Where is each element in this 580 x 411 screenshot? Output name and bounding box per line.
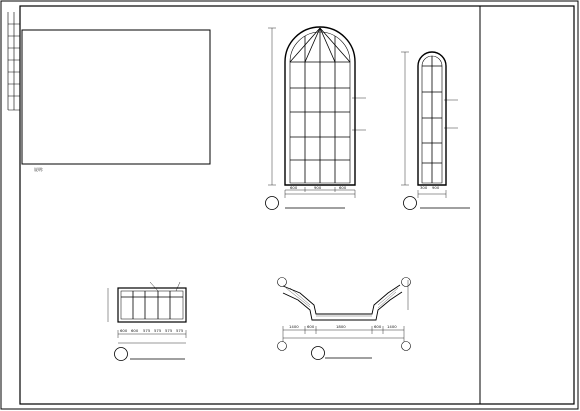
svg-text:600: 600 <box>307 324 315 329</box>
svg-text:575: 575 <box>143 328 151 333</box>
svg-text:说明:: 说明: <box>34 167 44 172</box>
svg-text:575: 575 <box>154 328 162 333</box>
svg-text:1400: 1400 <box>387 324 397 329</box>
svg-text:600: 600 <box>120 328 128 333</box>
inner-frame <box>20 6 574 404</box>
svg-text:600: 600 <box>131 328 139 333</box>
c6-window-detail <box>108 282 186 361</box>
door-window-table <box>22 30 210 164</box>
svg-text:575: 575 <box>176 328 184 333</box>
detail-4-plan <box>278 278 411 360</box>
svg-text:1400: 1400 <box>289 324 299 329</box>
svg-text:900: 900 <box>432 185 440 190</box>
svg-text:600: 600 <box>339 185 347 190</box>
c8-window-detail <box>401 52 470 210</box>
svg-text:300: 300 <box>420 185 428 190</box>
design-notes <box>34 166 43 172</box>
svg-text:600: 600 <box>374 324 382 329</box>
svg-text:575: 575 <box>165 328 173 333</box>
svg-text:900: 900 <box>314 185 322 190</box>
c9-window-detail <box>266 27 367 210</box>
svg-text:600: 600 <box>290 185 298 190</box>
svg-text:1800: 1800 <box>336 324 346 329</box>
